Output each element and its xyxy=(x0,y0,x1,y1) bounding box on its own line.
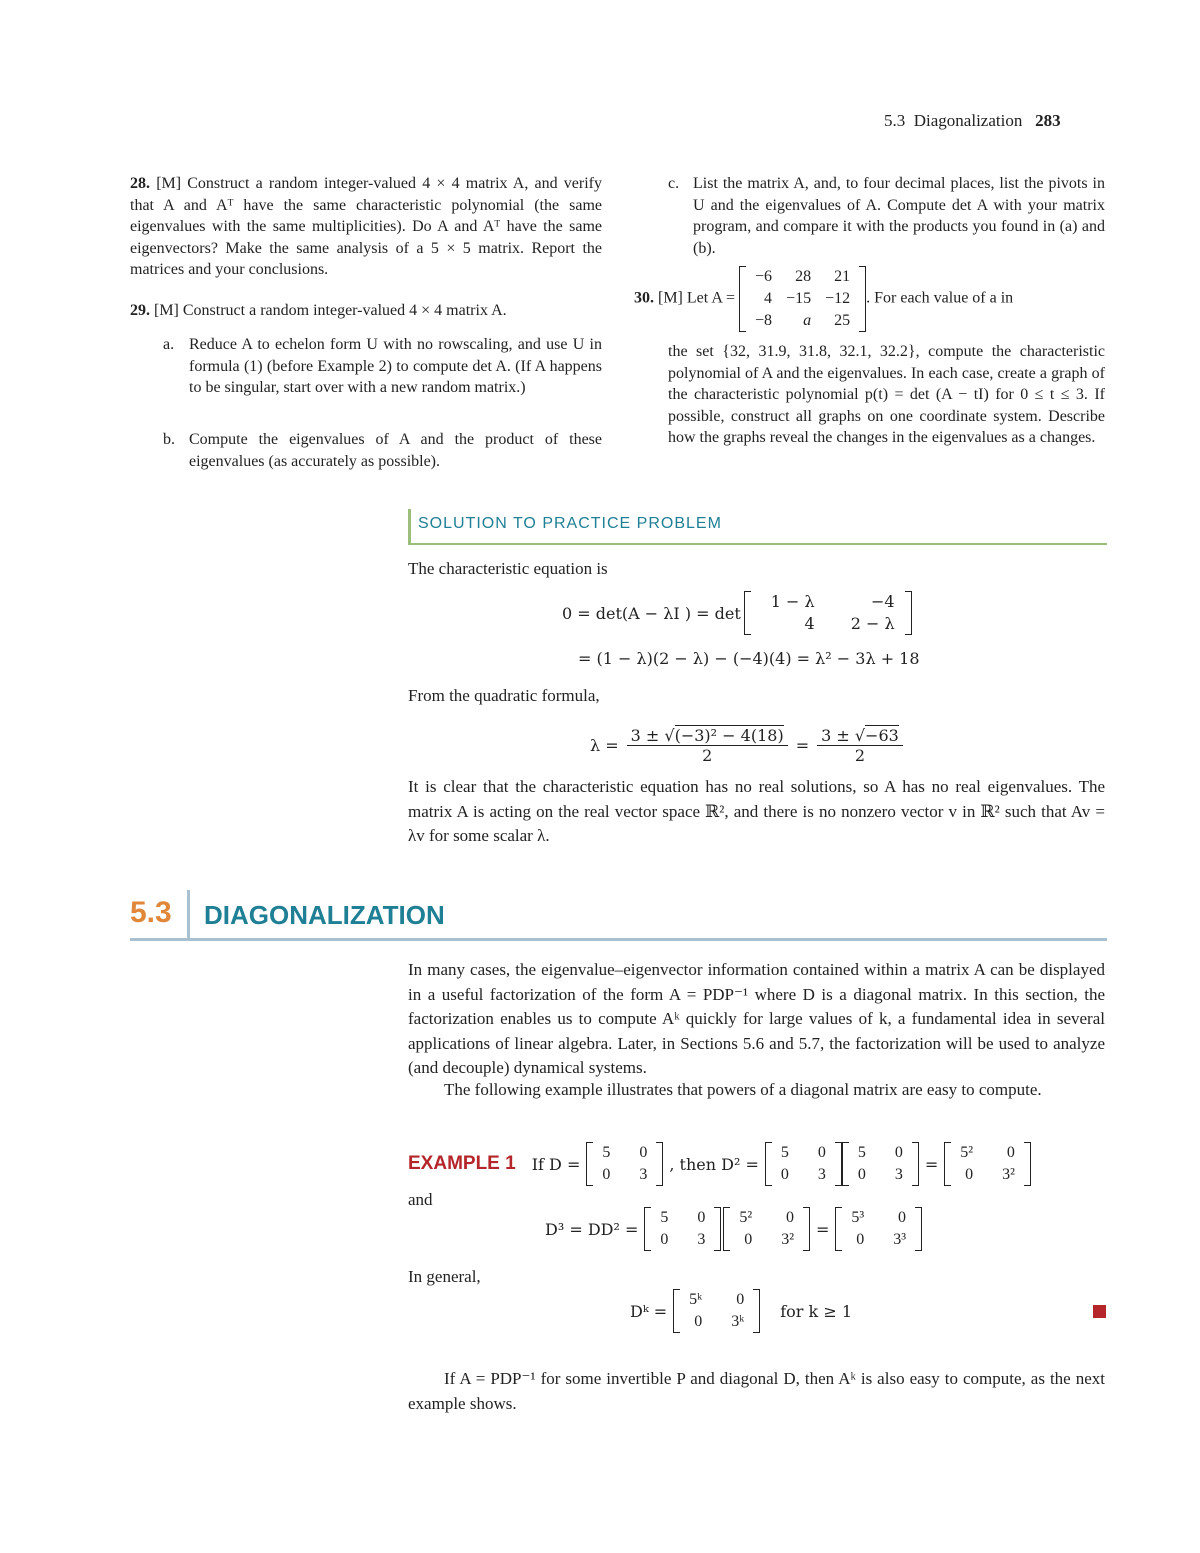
matrix-cell: 2 − λ xyxy=(850,614,895,633)
matrix-D-b xyxy=(842,1142,919,1186)
example-and: and xyxy=(408,1190,433,1209)
matrix-cell: 5 xyxy=(780,1144,789,1161)
matrix-cell: 3ᵏ xyxy=(731,1313,745,1330)
matrix-cell: 3² xyxy=(1002,1166,1015,1183)
matrix-cell: 5³ xyxy=(851,1209,865,1226)
matrix-cell: 4 xyxy=(804,614,815,633)
solution-fraction-1: $\frac{\text{3 ± √(−3)² − 4(18)}}{2}$ xyxy=(627,726,788,765)
matrix-cell: −4 xyxy=(871,592,895,611)
matrix-cell: 3 xyxy=(697,1231,706,1248)
matrix-cell: 3³ xyxy=(893,1231,906,1248)
exercise-30-number: 30. xyxy=(634,289,654,307)
section-paragraph-1: In many cases, the eigenvalue–eigenvector information contained within a matrix A can be displayed in a useful factorization of the form A = PDP⁻¹ where D is a diagonal matrix. In this section, the factorization enables us to compute Aᵏ quickly for large values of k, a fundamental idea in several applications of linear algebra. Later, in Sections 5.6 and 5.7, the factorization will be used to analyze (and decouple) dynamical systems. xyxy=(408,960,1105,1077)
matrix-cell: 3 xyxy=(817,1166,826,1183)
example-dk-line xyxy=(630,1286,852,1336)
exercise-29c-text: List the matrix A, and, to four decimal places, list the pivots in U and the eigenvalues of A. Compute det A with your matrix program, and compare it with the products you found in (a) and (b). xyxy=(693,175,1105,257)
matrix-D3 xyxy=(835,1207,922,1251)
matrix-cell: 0 xyxy=(660,1231,669,1248)
exercise-28 xyxy=(130,173,602,281)
matrix-cell: 3² xyxy=(781,1231,794,1248)
matrix-cell: 0 xyxy=(697,1209,706,1226)
exercise-30-lead-text: [M] Let A = xyxy=(658,289,736,307)
matrix-cell: 0 xyxy=(965,1166,974,1183)
fraction-1-num-a: 3 ± xyxy=(630,725,660,745)
solution-intro: The characteristic equation is xyxy=(408,559,608,578)
exercise-30-lead xyxy=(634,266,1106,332)
example-dk-condition: for k ≥ 1 xyxy=(780,1301,852,1321)
solution-lambda-eq: λ = xyxy=(590,735,619,755)
exercise-28-number: 28. xyxy=(130,175,150,192)
example-in-general: In general, xyxy=(408,1267,481,1286)
fraction-2-num-a: 3 ± xyxy=(821,725,850,745)
matrix-cell: 5 xyxy=(602,1144,611,1161)
example-1-label: EXAMPLE 1 xyxy=(408,1153,516,1174)
matrix-cell: 0 xyxy=(744,1231,753,1248)
example-eq: = xyxy=(924,1154,939,1174)
matrix-cell: 3 xyxy=(639,1166,648,1183)
matrix-cell: −12 xyxy=(825,290,851,307)
section-paragraph-2: The following example illustrates that powers of a diagonal matrix are easy to compute. xyxy=(444,1080,1042,1099)
matrix-cell: 5 xyxy=(857,1144,866,1161)
end-of-example-marker xyxy=(1093,1305,1106,1318)
matrix-cell: 5ᵏ xyxy=(689,1291,703,1308)
matrix-D2-b xyxy=(723,1207,810,1251)
solution-eq1-matrix xyxy=(744,591,912,635)
solution-eq1-lhs: 0 = det(A − λI ) = det xyxy=(562,603,741,623)
solution-fraction-2: $\frac{3 \pm √-63}{2}$ xyxy=(817,726,903,765)
exercise-29c xyxy=(668,173,1105,259)
matrix-cell: 25 xyxy=(834,312,851,329)
matrix-cell: 0 xyxy=(785,1209,794,1226)
matrix-cell: 0 xyxy=(897,1209,906,1226)
matrix-cell: 0 xyxy=(602,1166,611,1183)
solution-quadratic xyxy=(590,720,903,770)
example-eq-2: = xyxy=(815,1219,830,1239)
matrix-cell: 1 − λ xyxy=(770,592,815,611)
solution-equals: = xyxy=(795,735,810,755)
matrix-cell: 5² xyxy=(960,1144,974,1161)
section-divider xyxy=(187,890,190,940)
solution-quad-intro: From the quadratic formula, xyxy=(408,686,600,705)
matrix-D2 xyxy=(944,1142,1031,1186)
exercise-29b-label: b. xyxy=(163,431,175,448)
page-number: 283 xyxy=(1035,111,1061,130)
matrix-cell: 0 xyxy=(856,1231,865,1248)
running-header xyxy=(884,110,1061,132)
matrix-cell: −15 xyxy=(786,290,812,307)
matrix-cell: 5 xyxy=(660,1209,669,1226)
matrix-cell: 0 xyxy=(780,1166,789,1183)
solution-heading-bar xyxy=(408,509,411,544)
matrix-cell: 0 xyxy=(857,1166,866,1183)
solution-heading: SOLUTION TO PRACTICE PROBLEM xyxy=(418,515,722,532)
matrix-Dk xyxy=(673,1289,760,1333)
matrix-D xyxy=(586,1142,663,1186)
exercise-29-text: [M] Construct a random integer-valued 4 × 4 matrix A. xyxy=(154,302,507,319)
example-d3-line xyxy=(545,1205,922,1253)
fraction-1-den: 2 xyxy=(702,745,713,765)
solution-heading-rule xyxy=(408,543,1107,545)
exercise-29c-label: c. xyxy=(668,175,680,192)
exercise-29b-text: Compute the eigenvalues of A and the product of these eigenvalues (as accurately as possible). xyxy=(189,431,602,470)
example-then: , then D² = xyxy=(669,1154,759,1174)
matrix-cell: 0 xyxy=(894,1144,903,1161)
exercise-30-after: . For each value of a in xyxy=(866,289,1014,307)
section-title: DIAGONALIZATION xyxy=(204,900,445,930)
exercise-29-number: 29. xyxy=(130,302,150,319)
exercise-29b xyxy=(163,429,602,472)
section-number: 5.3 xyxy=(130,896,172,929)
exercise-29a-text: Reduce A to echelon form U with no rowscaling, and use U in formula (1) (before Example 2) to compute det A. (If A happens to be singular, start over with a new random matrix.) xyxy=(189,336,602,396)
matrix-cell: 28 xyxy=(795,268,812,285)
exercise-28-text: [M] Construct a random integer-valued 4 × 4 matrix A, and verify that A and Aᵀ have the same characteristic polynomial (the same eigenvalues with the same multiplicities). Do A and Aᵀ have the same eigenvectors? Make the same analysis of a 5 × 5 matrix. Report the matrices and your conclusions. xyxy=(130,175,603,278)
matrix-cell: 5² xyxy=(739,1209,753,1226)
exercise-29a xyxy=(163,334,602,399)
matrix-cell: 0 xyxy=(817,1144,826,1161)
exercise-30-matrix xyxy=(739,266,866,332)
example-dk-lhs: Dᵏ = xyxy=(630,1301,668,1321)
fraction-1-radicand: (−3)² − 4(18) xyxy=(674,725,784,745)
fraction-2-radicand: −63 xyxy=(865,725,899,745)
matrix-cell: a xyxy=(803,312,812,329)
solution-conclusion: It is clear that the characteristic equation has no real solutions, so A has no real eigenvalues. The matrix A is acting on the real vector space ℝ², and there is no nonzero vector v in ℝ² such that Av = λv for some scalar λ. xyxy=(408,777,1105,845)
matrix-cell: 21 xyxy=(834,268,851,285)
matrix-cell: 0 xyxy=(736,1291,745,1308)
matrix-cell: 0 xyxy=(1006,1144,1015,1161)
matrix-D-c xyxy=(644,1207,721,1251)
example-1-line xyxy=(408,1140,1031,1188)
matrix-D-a xyxy=(765,1142,842,1186)
matrix-cell: 3 xyxy=(894,1166,903,1183)
matrix-cell: 4 xyxy=(764,290,773,307)
solution-eq2: = (1 − λ)(2 − λ) − (−4)(4) = λ² − 3λ + 18 xyxy=(578,649,920,668)
matrix-cell: −6 xyxy=(755,268,773,285)
header-section: 5.3 xyxy=(884,111,906,130)
exercise-29 xyxy=(130,300,602,322)
example-d3-lhs: D³ = DD² = xyxy=(545,1219,639,1239)
header-title: Diagonalization xyxy=(913,111,1023,130)
exercise-29a-label: a. xyxy=(163,336,175,353)
section-paragraph-3: If A = PDP⁻¹ for some invertible P and diagonal D, then Aᵏ is also easy to compute, as the next example shows. xyxy=(408,1369,1105,1413)
matrix-cell: −8 xyxy=(755,312,773,329)
exercise-30-text: the set {32, 31.9, 31.8, 32.1, 32.2}, compute the characteristic polynomial of A and the eigenvalues. In each case, create a graph of the characteristic polynomial p(t) = det (A − tI) for 0 ≤ t ≤ 3. If possible, construct all graphs on one coordinate system. Describe how the graphs reveal the changes in the eigenvalues as a changes. xyxy=(668,343,1105,446)
matrix-cell: 0 xyxy=(694,1313,703,1330)
matrix-cell: 0 xyxy=(639,1144,648,1161)
fraction-2-den: 2 xyxy=(854,745,866,765)
section-rule xyxy=(130,938,1107,941)
example-if: If D = xyxy=(531,1154,581,1174)
solution-eq1 xyxy=(562,588,912,638)
